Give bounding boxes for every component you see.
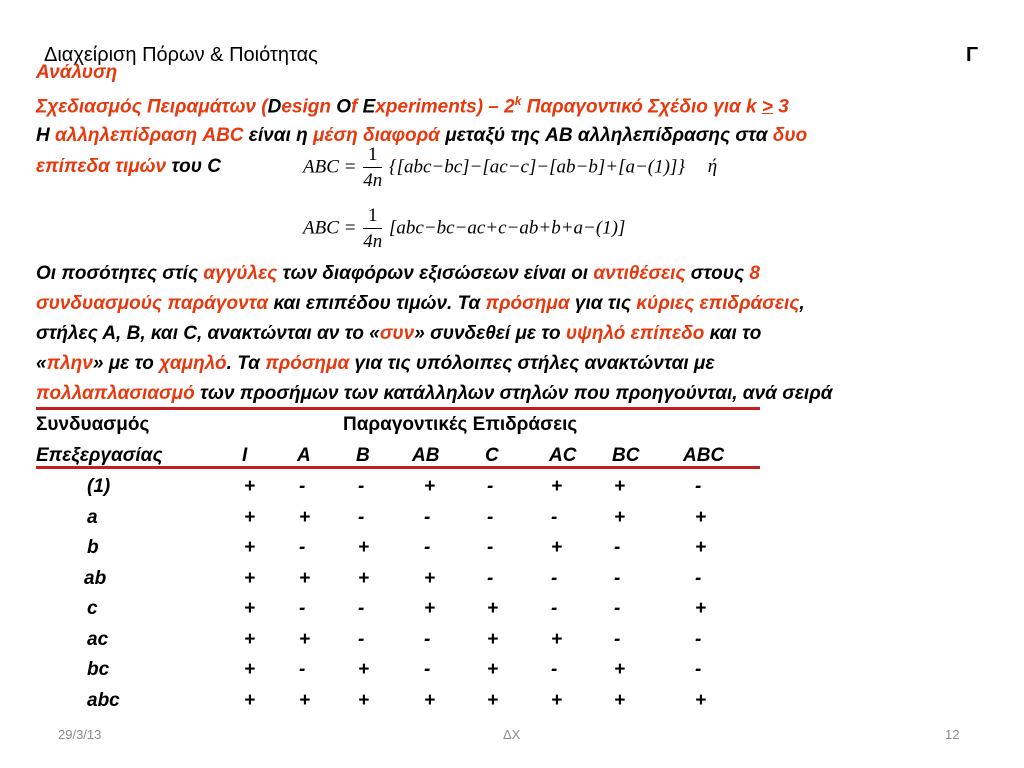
paragraph-line-5 [36,383,833,405]
slide-section-letter: Γ [966,44,979,66]
sign-cell: + [487,689,499,711]
formula-body: {[abc−bc]−[ac−c]−[ab−b]+[a−(1)]} [388,156,685,178]
sign-cell: - [487,506,494,528]
sign-cell: + [614,659,626,680]
formula-lhs: ABC = [303,217,357,239]
highlight-text: συνδυασμούς παράγοντα [36,293,269,314]
sign-cell: - [695,628,702,650]
text: » συνδεθεί με το [414,323,566,344]
sign-cell: - [299,598,306,619]
sign-cell: - [614,567,621,589]
highlight-text: μέση διαφορά [312,125,440,146]
sign-cell: - [551,506,558,528]
paragraph-line-1 [36,263,760,285]
text: για τις [569,293,637,314]
sign-cell: + [244,659,256,680]
formula-body: [abc−bc−ac+c−ab+b+a−(1)] [388,217,626,239]
formula-lhs: ABC = [303,156,357,178]
sign-cell: + [487,659,499,680]
row-label: bc [87,659,110,680]
highlight-text: επίπεδα τιμών [36,156,167,177]
doe-letter-e: E [362,96,376,118]
sign-cell: + [299,506,311,528]
sign-cell: + [244,476,256,497]
sign-cell: - [614,537,621,558]
formula-or: ή [707,156,718,178]
footer-date: 29/3/13 [58,727,102,742]
sign-cell: + [244,567,256,589]
row-label: b [87,537,99,558]
abc-line-2 [36,156,221,178]
sign-cell: - [695,659,702,680]
doe-letter-d: D [267,96,282,118]
highlight-text: πρόσημα [265,353,350,374]
doe-text: Παραγοντικό Σχέδιο για k [521,96,762,118]
sign-cell: - [299,659,306,680]
fraction-numerator: 1 [363,205,382,229]
column-header-c: C [485,445,499,466]
paragraph-line-4 [36,353,714,375]
text: του C [166,156,221,177]
doe-text: esign [281,96,337,118]
footer-center: ΔΧ [503,727,521,742]
text: για τις υπόλοιπες στήλες ανακτώνται με [349,353,715,374]
fraction-denominator: 4n [363,231,383,252]
highlight-text: αντιθέσεις [593,263,686,284]
highlight-text: πρόσημα [485,293,570,314]
text: » με το [92,353,160,374]
sign-cell: + [299,567,311,589]
text: και επιπέδου τιμών. Τα [268,293,486,314]
sign-cell: + [358,567,370,589]
text: είναι η [243,125,313,146]
text: και το [704,323,762,344]
text: Οι ποσότητες στίς [36,263,204,284]
sign-cell: + [424,598,436,619]
text: των διαφόρων εξισώσεων είναι οι [277,263,594,284]
highlight-text: 8 [749,263,760,284]
doe-exponent: k [514,94,522,108]
sign-cell: + [614,506,626,528]
column-header-a: A [297,445,311,466]
sign-cell: - [299,476,306,497]
table-top-rule [36,407,760,410]
sign-cell: + [695,689,707,711]
row-label: ac [87,628,109,650]
sign-cell: - [424,506,431,528]
sign-cell: + [551,537,563,558]
text: « [36,353,47,374]
sign-cell: - [695,476,702,497]
sign-cell: + [299,628,311,650]
formula-fraction [363,144,382,192]
column-header-abc: ABC [683,445,725,466]
doe-text: f [351,96,363,118]
text: , [799,293,805,314]
sign-cell: + [551,689,563,711]
sign-cell: + [487,628,499,650]
highlight-text: κύριες επιδράσεις [636,293,800,314]
sign-cell: + [244,537,256,558]
highlight-text: αγγύλες [203,263,278,284]
text: Η [36,125,55,146]
column-header-bc: BC [612,445,640,466]
sign-cell: + [358,659,370,680]
doe-text: ) – 2 [476,96,515,118]
sign-cell: - [358,506,365,528]
highlight-text: συν [379,323,415,344]
sign-cell: - [358,628,365,650]
paragraph-line-2 [36,293,805,315]
row-label: ab [84,567,107,589]
row-label: (1) [87,476,111,497]
row-label: c [87,598,98,619]
fraction-denominator: 4n [363,170,383,191]
sign-cell: + [551,476,563,497]
sign-cell: + [299,689,311,711]
doe-letter-o: O [336,96,352,118]
formula-fraction [363,205,382,253]
sign-cell: + [244,598,256,619]
sign-cell: - [487,567,494,589]
sign-cell: + [614,476,626,497]
table-title-right: Παραγοντικές Επιδράσεις [343,414,578,435]
highlight-text: πλην [46,353,93,374]
sign-cell: + [614,689,626,711]
sign-cell: + [424,689,436,711]
sign-cell: - [358,476,365,497]
sign-cell: - [299,537,306,558]
fraction-numerator: 1 [363,144,382,168]
sign-cell: + [358,689,370,711]
highlight-text: υψηλό επίπεδο [565,323,705,344]
doe-ge-sign: > [761,96,774,118]
sign-cell: + [244,506,256,528]
highlight-text: χαμηλό [159,353,227,374]
text: . Τα [226,353,266,374]
sign-cell: + [244,628,256,650]
sign-cell: - [614,598,621,619]
formula-2 [303,205,625,253]
slide-title: Διαχείριση Πόρων & Ποιότητας [44,44,318,66]
column-header-b: B [356,445,370,466]
text: στους [685,263,750,284]
sign-cell: - [487,537,494,558]
sign-cell: - [551,598,558,619]
highlight-text: πολλαπλασιασμό [36,383,195,404]
column-header-ab: AB [412,445,440,466]
footer-page-number: 12 [945,727,960,742]
sign-cell: + [695,598,707,619]
sign-cell: + [551,628,563,650]
sign-cell: - [358,598,365,619]
table-row-header: Επεξεργασίας [36,445,163,466]
sign-cell: + [695,537,707,558]
analysis-heading: Ανάλυση [36,62,118,83]
row-label: abc [87,689,120,711]
sign-cell: - [424,659,431,680]
sign-cell: + [424,476,436,497]
doe-text: Σχεδιασμός Πειραμάτων ( [36,96,268,118]
sign-cell: - [424,537,431,558]
text: μεταξύ της AB αλληλεπίδρασης στα [439,125,773,146]
formula-1 [303,144,717,192]
sign-cell: + [695,506,707,528]
sign-cell: - [551,567,558,589]
sign-cell: - [424,628,431,650]
doe-line [36,94,789,118]
table-title-left: Συνδυασμός [36,414,150,435]
sign-cell: + [487,598,499,619]
column-header-i: I [242,445,248,466]
text: στήλες Α, Β, και C, ανακτώνται αν το « [36,323,380,344]
sign-cell: + [424,567,436,589]
column-header-ac: AC [549,445,577,466]
highlight-text: δυο [772,125,808,146]
doe-text: xperiments [375,96,477,118]
text: των προσήμων των κατάλληλων στηλών που προηγούνται, ανά σειρά [194,383,833,404]
highlight-text: αλληλεπίδραση ABC [55,125,244,146]
sign-cell: + [244,689,256,711]
sign-cell: - [614,628,621,650]
row-label: a [87,506,98,528]
doe-text: 3 [773,96,789,118]
sign-cell: - [695,567,702,589]
sign-cell: + [358,537,370,558]
paragraph-line-3 [36,323,761,345]
sign-cell: - [487,476,494,497]
sign-cell: - [551,659,558,680]
